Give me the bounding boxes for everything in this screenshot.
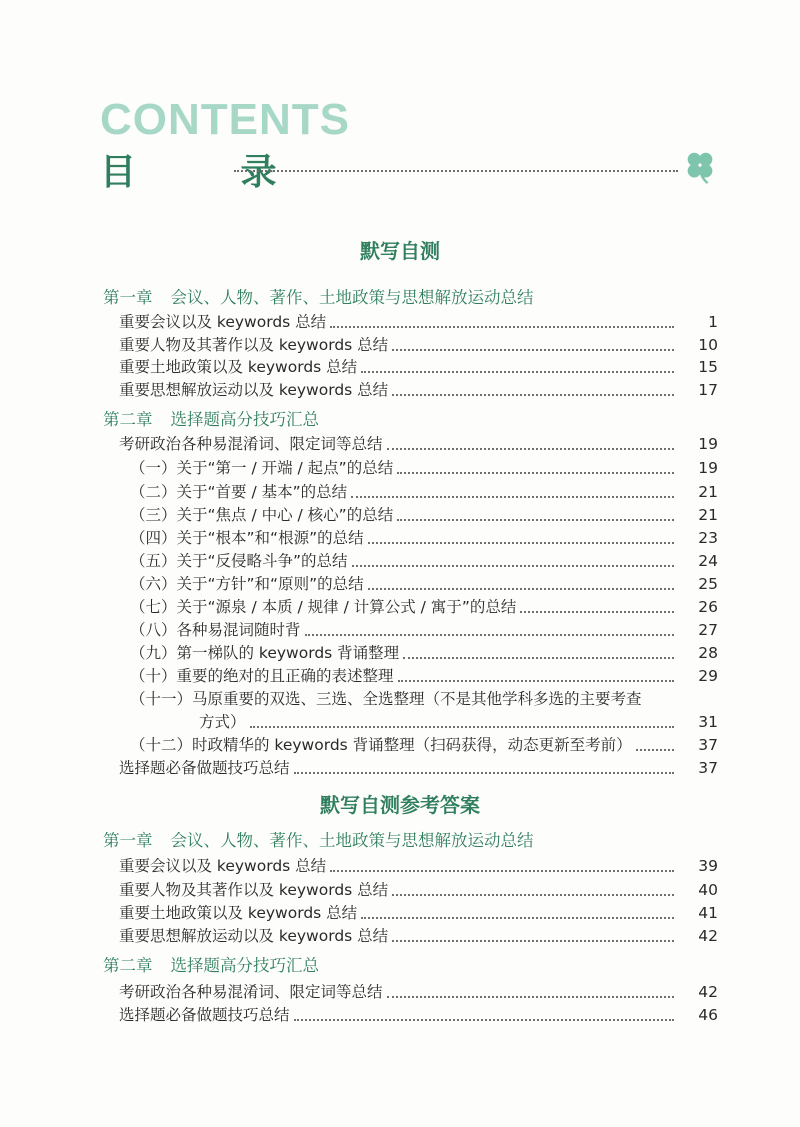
page-number: 37 [698,736,718,754]
page-number: 31 [698,713,718,731]
toc-entry[interactable] [130,643,718,664]
leader-dots [397,472,674,474]
entry-title: 重要人物及其著作以及 keywords 总结 [119,881,389,899]
entry-title: 重要人物及其著作以及 keywords 总结 [119,336,389,354]
toc-entry[interactable] [119,335,718,356]
leader-dots [305,634,674,636]
title-leader-dots [234,170,678,172]
entry-title: 重要会议以及 keywords 总结 [119,857,327,875]
leader-dots [387,448,674,450]
entry-title: 重要思想解放运动以及 keywords 总结 [119,381,389,399]
entry-title: （六）关于“方针”和“原则”的总结 [130,575,364,593]
toc-entry[interactable] [130,735,718,756]
leader-dots [368,588,674,590]
toc-entry[interactable] [119,357,718,378]
toc-entry[interactable] [130,482,718,503]
page-number: 23 [698,529,718,547]
leader-dots [403,657,674,659]
leader-dots [294,772,674,774]
entry-title: （十一）马原重要的双选、三选、全选整理（不是其他学科多选的主要考查 [130,690,642,708]
leader-dots [397,519,674,521]
chapter-number: 第一章 [103,831,153,850]
page-number: 27 [698,621,718,639]
page-number: 21 [698,483,718,501]
leader-dots [392,894,674,896]
chapter-heading [103,955,763,977]
chapter-title: 选择题高分技巧汇总 [170,410,319,429]
leader-dots [330,870,674,872]
page-number: 39 [698,857,718,875]
toc-title: 目 录 [100,152,323,193]
leader-dots [392,940,674,942]
toc-entry[interactable] [119,434,718,455]
leader-dots [392,394,674,396]
leader-dots [520,611,674,613]
chapter-number: 第一章 [103,288,153,307]
leader-dots [294,1019,674,1021]
page-number: 19 [698,459,718,477]
toc-entry[interactable] [119,312,718,333]
page-number: 46 [698,1006,718,1024]
toc-entry[interactable] [130,551,718,572]
leader-dots [250,726,674,728]
leader-dots [330,326,674,328]
entry-title: （七）关于“源泉 / 本质 / 规律 / 计算公式 / 寓于”的总结 [130,598,517,616]
entry-title: 考研政治各种易混淆词、限定词等总结 [119,435,383,453]
toc-entry[interactable] [119,926,718,947]
toc-entry[interactable] [119,1005,718,1026]
page-number: 40 [698,881,718,899]
toc-entry[interactable] [130,458,718,479]
clover-icon [681,148,719,186]
entry-title: （十二）时政精华的 keywords 背诵整理（扫码获得，动态更新至考前） [130,736,632,754]
page-number: 24 [698,552,718,570]
page-number: 10 [698,336,718,354]
toc-entry[interactable] [119,856,718,877]
leader-dots [361,917,674,919]
entry-title: 选择题必备做题技巧总结 [119,1006,290,1024]
entry-title: （五）关于“反侵略斗争”的总结 [130,552,348,570]
entry-title: 选择题必备做题技巧总结 [119,759,290,777]
toc-entry[interactable] [130,505,718,526]
chapter-number: 第二章 [103,956,153,975]
toc-entry[interactable] [130,574,718,595]
entry-title: （九）第一梯队的 keywords 背诵整理 [130,644,400,662]
page-number: 19 [698,435,718,453]
chapter-title: 会议、人物、著作、土地政策与思想解放运动总结 [170,831,534,850]
page-number: 15 [698,358,718,376]
page-number: 28 [698,644,718,662]
leader-dots [392,349,674,351]
toc-entry[interactable] [119,880,718,901]
chapter-heading [103,830,763,852]
page-number: 17 [698,381,718,399]
chapter-heading [103,409,763,431]
leader-dots [361,371,674,373]
page-number: 1 [708,313,718,331]
entry-title: （二）关于“首要 / 基本”的总结 [130,483,348,501]
page-number: 25 [698,575,718,593]
page-number: 42 [698,927,718,945]
leader-dots [352,565,674,567]
entry-title: 重要会议以及 keywords 总结 [119,313,327,331]
contents-heading: CONTENTS [100,95,350,144]
entry-title: 方式） [199,713,246,731]
toc-entry[interactable] [119,903,718,924]
toc-entry[interactable] [119,380,718,401]
page-number: 29 [698,667,718,685]
leader-dots [636,749,674,751]
chapter-heading [103,287,763,309]
page-number: 42 [698,983,718,1001]
entry-title: 重要土地政策以及 keywords 总结 [119,358,358,376]
entry-title: 考研政治各种易混淆词、限定词等总结 [119,983,383,1001]
toc-entry[interactable] [119,982,718,1003]
page-number: 21 [698,506,718,524]
entry-title: （四）关于“根本”和“根源”的总结 [130,529,364,547]
entry-title: （三）关于“焦点 / 中心 / 核心”的总结 [130,506,394,524]
page-number: 41 [698,904,718,922]
section-title-self-test: 默写自测 [360,239,440,263]
page-number: 37 [698,759,718,777]
toc-entry[interactable] [130,666,718,687]
leader-dots [368,542,674,544]
leader-dots [351,496,674,498]
leader-dots [398,680,674,682]
leader-dots [387,996,674,998]
entry-title: （十）重要的绝对的且正确的表述整理 [130,667,394,685]
toc-entry[interactable] [130,620,718,641]
toc-entry[interactable] [130,597,718,618]
entry-title: （一）关于“第一 / 开端 / 起点”的总结 [130,459,394,477]
toc-entry[interactable] [130,528,718,549]
entry-title: 重要思想解放运动以及 keywords 总结 [119,927,389,945]
page-number: 26 [698,598,718,616]
chapter-title: 选择题高分技巧汇总 [170,956,319,975]
entry-title: 重要土地政策以及 keywords 总结 [119,904,358,922]
toc-entry-continuation[interactable] [199,712,718,733]
toc-entry[interactable] [119,758,718,779]
chapter-title: 会议、人物、著作、土地政策与思想解放运动总结 [170,288,534,307]
section-title-answers: 默写自测参考答案 [320,793,480,817]
chapter-number: 第二章 [103,410,153,429]
toc-entry[interactable] [130,689,718,710]
entry-title: （八）各种易混词随时背 [130,621,301,639]
